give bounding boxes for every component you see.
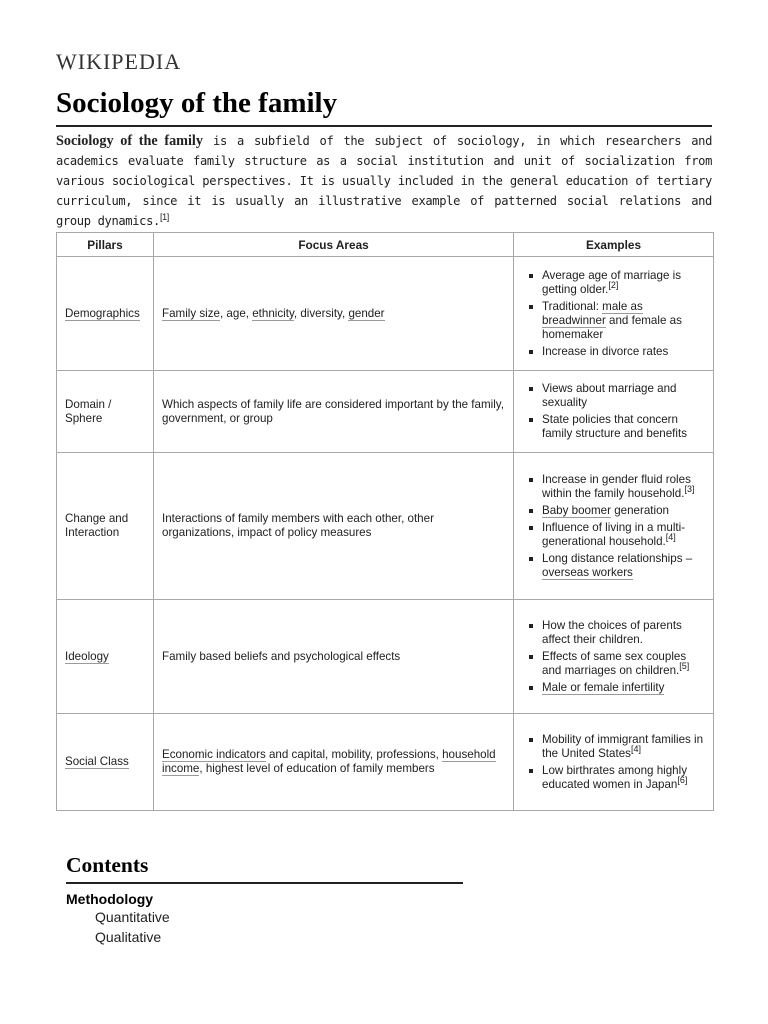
wiki-link[interactable]: Family size bbox=[162, 306, 220, 320]
cell-text: Effects of same sex couples and marriages on children. bbox=[542, 649, 687, 677]
wiki-link[interactable]: household income bbox=[162, 748, 496, 775]
citation-link[interactable]: [4] bbox=[665, 531, 676, 542]
cell-text: Influence of living in a multi-generational household. bbox=[542, 520, 686, 548]
citation-link[interactable]: [5] bbox=[679, 660, 690, 671]
toc-subsection-link[interactable]: Qualitative bbox=[95, 929, 162, 945]
wiki-link[interactable]: male as breadwinner bbox=[542, 299, 643, 327]
pillar-label: Domain / Sphere bbox=[65, 397, 112, 425]
list-item bbox=[542, 650, 705, 678]
examples-cell bbox=[514, 714, 714, 811]
header-focus-areas: Focus Areas bbox=[154, 233, 514, 257]
toc-list bbox=[66, 891, 463, 947]
cell-text: Low birthrates among highly educated women in Japan bbox=[542, 763, 688, 791]
contents-heading: Contents bbox=[66, 851, 463, 884]
focus-cell bbox=[154, 600, 514, 714]
cell-text: Increase in divorce rates bbox=[542, 344, 669, 358]
cell-text: Interactions of family members with each other, other organizations, impact of policy measures bbox=[162, 512, 434, 539]
citation-link[interactable]: [6] bbox=[677, 774, 688, 785]
examples-cell bbox=[514, 600, 714, 714]
table-header-row bbox=[57, 233, 714, 257]
citation-link[interactable]: [3] bbox=[684, 483, 695, 494]
list-item bbox=[542, 473, 705, 501]
pillars-table bbox=[56, 232, 714, 811]
citation-link[interactable]: [2] bbox=[608, 279, 619, 290]
cell-text: and capital, mobility, professions, bbox=[265, 748, 443, 761]
pillar-cell bbox=[57, 371, 154, 453]
focus-cell bbox=[154, 453, 514, 600]
table-of-contents bbox=[66, 851, 463, 947]
header-examples: Examples bbox=[514, 233, 714, 257]
wiki-link[interactable]: Economic indicators bbox=[162, 748, 266, 761]
lead-paragraph bbox=[56, 131, 712, 231]
examples-cell bbox=[514, 453, 714, 600]
wiki-link[interactable]: ethnicity bbox=[252, 306, 294, 320]
cell-text: , diversity, bbox=[293, 306, 349, 320]
examples-list bbox=[524, 269, 705, 359]
pillar-cell bbox=[57, 600, 154, 714]
cell-text: , highest level of education of family members bbox=[199, 762, 435, 775]
pillar-label: Change and Interaction bbox=[65, 512, 129, 539]
pillar-cell bbox=[57, 453, 154, 600]
pillar-link[interactable]: Demographics bbox=[65, 306, 140, 320]
pillar-link[interactable]: Ideology bbox=[65, 649, 109, 663]
wiki-link[interactable]: Male or female infertility bbox=[542, 680, 665, 694]
table-row bbox=[57, 371, 714, 453]
list-item bbox=[542, 300, 705, 342]
focus-cell bbox=[154, 371, 514, 453]
list-item bbox=[542, 521, 705, 549]
list-item bbox=[542, 504, 705, 518]
examples-list bbox=[524, 733, 705, 792]
cell-text: Average age of marriage is getting older. bbox=[542, 268, 681, 296]
table-row bbox=[57, 453, 714, 600]
pillar-link[interactable]: Social Class bbox=[65, 755, 129, 768]
pillar-cell bbox=[57, 257, 154, 371]
focus-cell bbox=[154, 257, 514, 371]
table-row bbox=[57, 600, 714, 714]
wiki-link[interactable]: gender bbox=[348, 306, 385, 320]
toc-subsection-link[interactable]: Quantitative bbox=[95, 909, 170, 925]
examples-cell bbox=[514, 257, 714, 371]
examples-list bbox=[524, 473, 705, 580]
cell-text: Which aspects of family life are considered important by the family, government, or group bbox=[162, 397, 504, 425]
toc-section-link[interactable]: Methodology bbox=[66, 891, 154, 907]
citation-link[interactable]: [1] bbox=[159, 212, 169, 222]
lead-text: is a subfield of the subject of sociology, in which researchers and academics evaluate family structure as a social institution and unit of socialization from various sociological perspectives. It is usually included in the general education of tertiary curriculum, since it is usually an illustrative example of patterned social relations and group dynamics. bbox=[56, 134, 713, 228]
examples-cell bbox=[514, 371, 714, 453]
cell-text: Increase in gender fluid roles within the family household. bbox=[542, 472, 691, 500]
table-row bbox=[57, 257, 714, 371]
list-item bbox=[542, 619, 705, 647]
cell-text: generation bbox=[610, 503, 669, 517]
list-item bbox=[542, 345, 705, 359]
cell-text: Views about marriage and sexuality bbox=[542, 382, 677, 409]
list-item bbox=[542, 413, 705, 441]
list-item bbox=[542, 681, 705, 695]
list-item bbox=[542, 552, 705, 580]
citation-link[interactable]: [4] bbox=[630, 743, 641, 754]
page-title: Sociology of the family bbox=[56, 83, 712, 127]
cell-text: How the choices of parents affect their children. bbox=[542, 618, 682, 646]
cell-text: and female as homemaker bbox=[542, 313, 682, 341]
pillar-cell bbox=[57, 714, 154, 811]
wikipedia-logo[interactable]: WIKIPEDIA bbox=[56, 49, 182, 74]
cell-text: Long distance relationships – bbox=[542, 551, 693, 565]
list-item bbox=[542, 733, 705, 761]
examples-list bbox=[524, 619, 705, 695]
table-row bbox=[57, 714, 714, 811]
list-item bbox=[542, 382, 705, 410]
cell-text: , age, bbox=[219, 306, 253, 320]
cell-text: Mobility of immigrant families in the United States bbox=[542, 732, 704, 760]
lead-bold-term: Sociology of the family bbox=[56, 133, 203, 149]
examples-list bbox=[524, 382, 705, 441]
wiki-link[interactable]: Baby boomer bbox=[542, 503, 611, 517]
list-item bbox=[542, 764, 705, 792]
cell-text: State policies that concern family structure and benefits bbox=[542, 413, 687, 440]
cell-text: Family based beliefs and psychological effects bbox=[162, 649, 401, 663]
list-item bbox=[542, 269, 705, 297]
cell-text: Traditional: bbox=[542, 299, 603, 313]
wiki-link[interactable]: overseas workers bbox=[542, 565, 633, 579]
header-pillars: Pillars bbox=[57, 233, 154, 257]
focus-cell bbox=[154, 714, 514, 811]
